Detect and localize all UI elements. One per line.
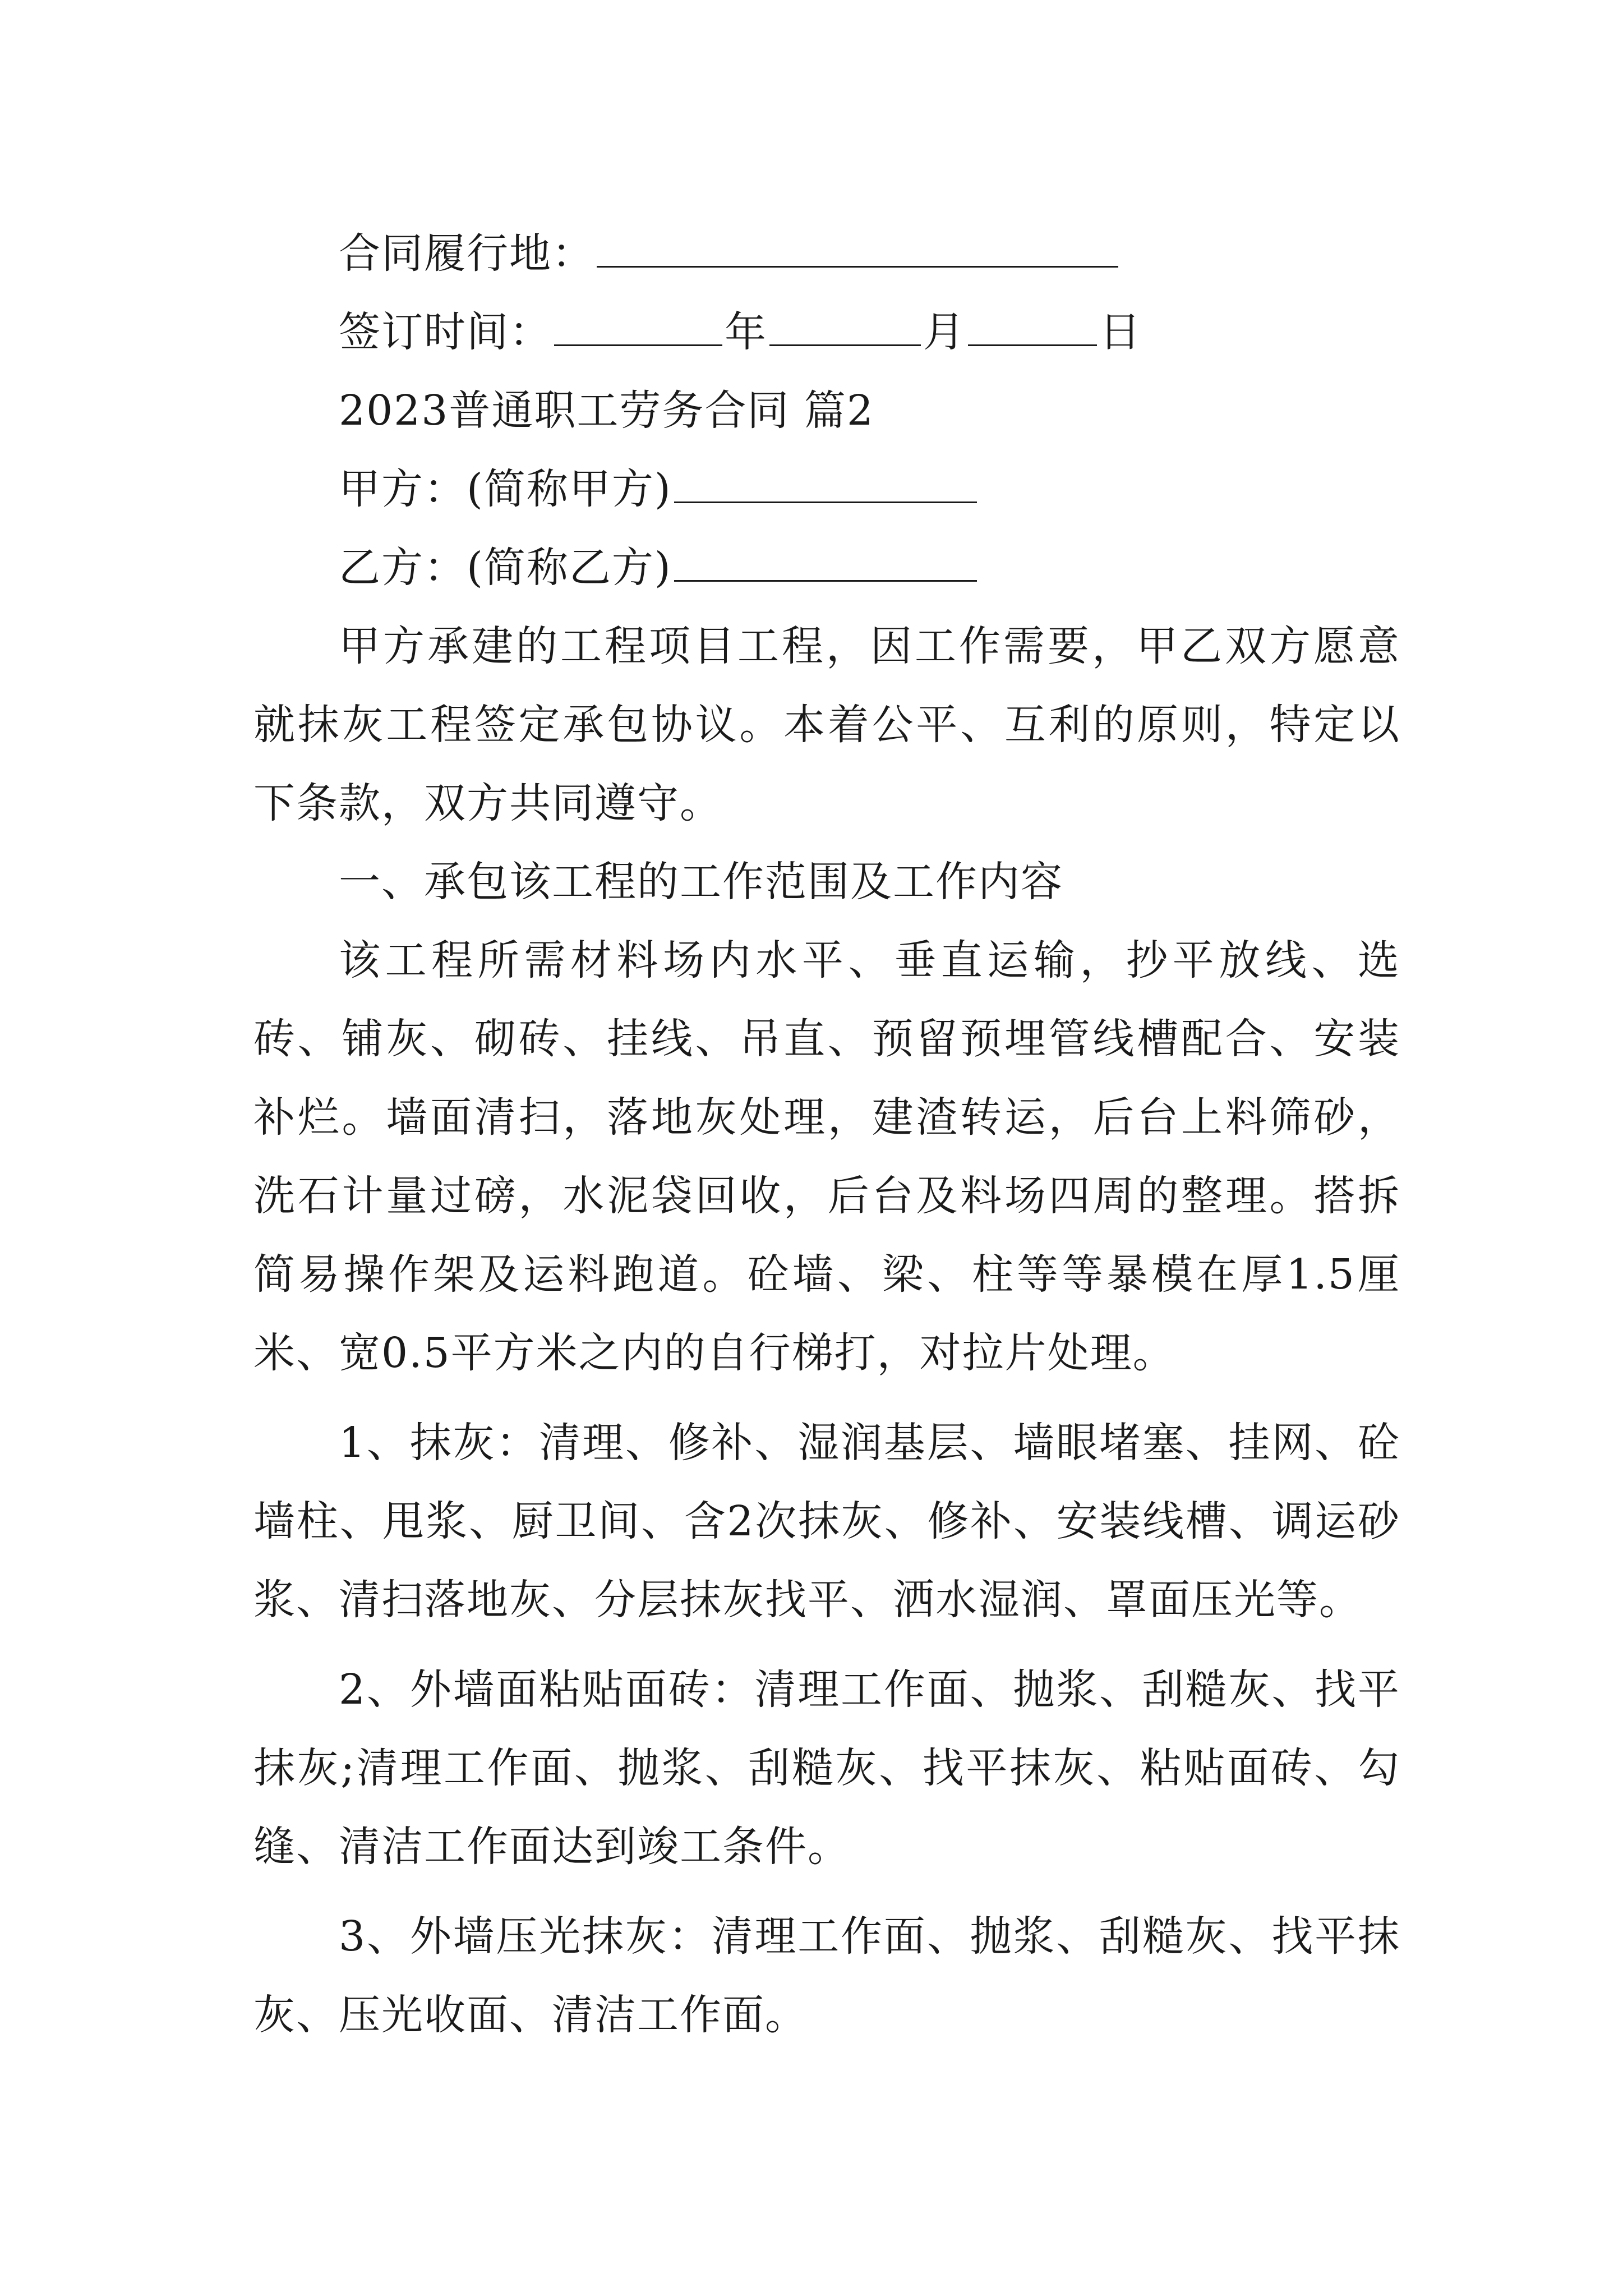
- day-blank: [968, 305, 1097, 346]
- month-blank: [769, 305, 921, 346]
- heading-scope: 一、承包该工程的工作范围及工作内容: [339, 858, 1063, 906]
- intro-paragraph: 甲方承建的工程项目工程，因工作需要，甲乙双方愿意就抹灰工程签定承包协议。本着公平、互利的原则，特定以下条款，双方共同遵守。: [253, 622, 1400, 827]
- party-a-line: [253, 450, 1400, 528]
- party-b-blank: [674, 541, 977, 582]
- party-b-line: [253, 528, 1400, 607]
- party-b-label: 乙方：(简称乙方): [339, 544, 672, 592]
- item-3-paragraph: 3、外墙压光抹灰：清理工作面、抛浆、刮糙灰、找平抹灰、压光收面、清洁工作面。: [253, 1912, 1400, 2039]
- place-label: 合同履行地：: [339, 229, 594, 278]
- item-1-paragraph: 1、抹灰：清理、修补、湿润基层、墙眼堵塞、挂网、砼墙柱、甩浆、厨卫间、含2次抹灰、修补、安装线槽、调运砂浆、清扫落地灰、分层抹灰找平、洒水湿润、罩面压光等。: [253, 1419, 1400, 1624]
- place-line: [253, 214, 1400, 293]
- day-label: 日: [1099, 308, 1142, 356]
- section-title: 2023普通职工劳务合同 篇2: [339, 386, 874, 435]
- year-label: 年: [725, 308, 767, 356]
- sign-label: 签订时间：: [339, 308, 552, 356]
- party-a-blank: [674, 462, 977, 503]
- scope-paragraph: 该工程所需材料场内水平、垂直运输，抄平放线、选砖、铺灰、砌砖、挂线、吊直、预留预埋管线槽配合、安装补烂。墙面清扫，落地灰处理，建渣转运，后台上料筛砂，洗石计量过磅，水泥袋回收，后台及料场四周的整理。搭拆简易操作架及运料跑道。砼墙、梁、柱等等暴模在厚1.5厘米、宽0.5平方米之内的自行梯打，对拉片处理。: [253, 936, 1400, 1377]
- place-blank: [597, 227, 1118, 268]
- month-label: 月: [923, 308, 966, 356]
- item-2-paragraph: 2、外墙面粘贴面砖：清理工作面、抛浆、刮糙灰、找平抹灰;清理工作面、抛浆、刮糙灰、找平抹灰、粘贴面砖、勾缝、清洁工作面达到竣工条件。: [253, 1665, 1400, 1871]
- document-body: [253, 214, 1400, 2054]
- year-blank: [554, 305, 722, 346]
- sign-date-line: [253, 293, 1400, 371]
- party-a-label: 甲方：(简称甲方): [339, 465, 672, 513]
